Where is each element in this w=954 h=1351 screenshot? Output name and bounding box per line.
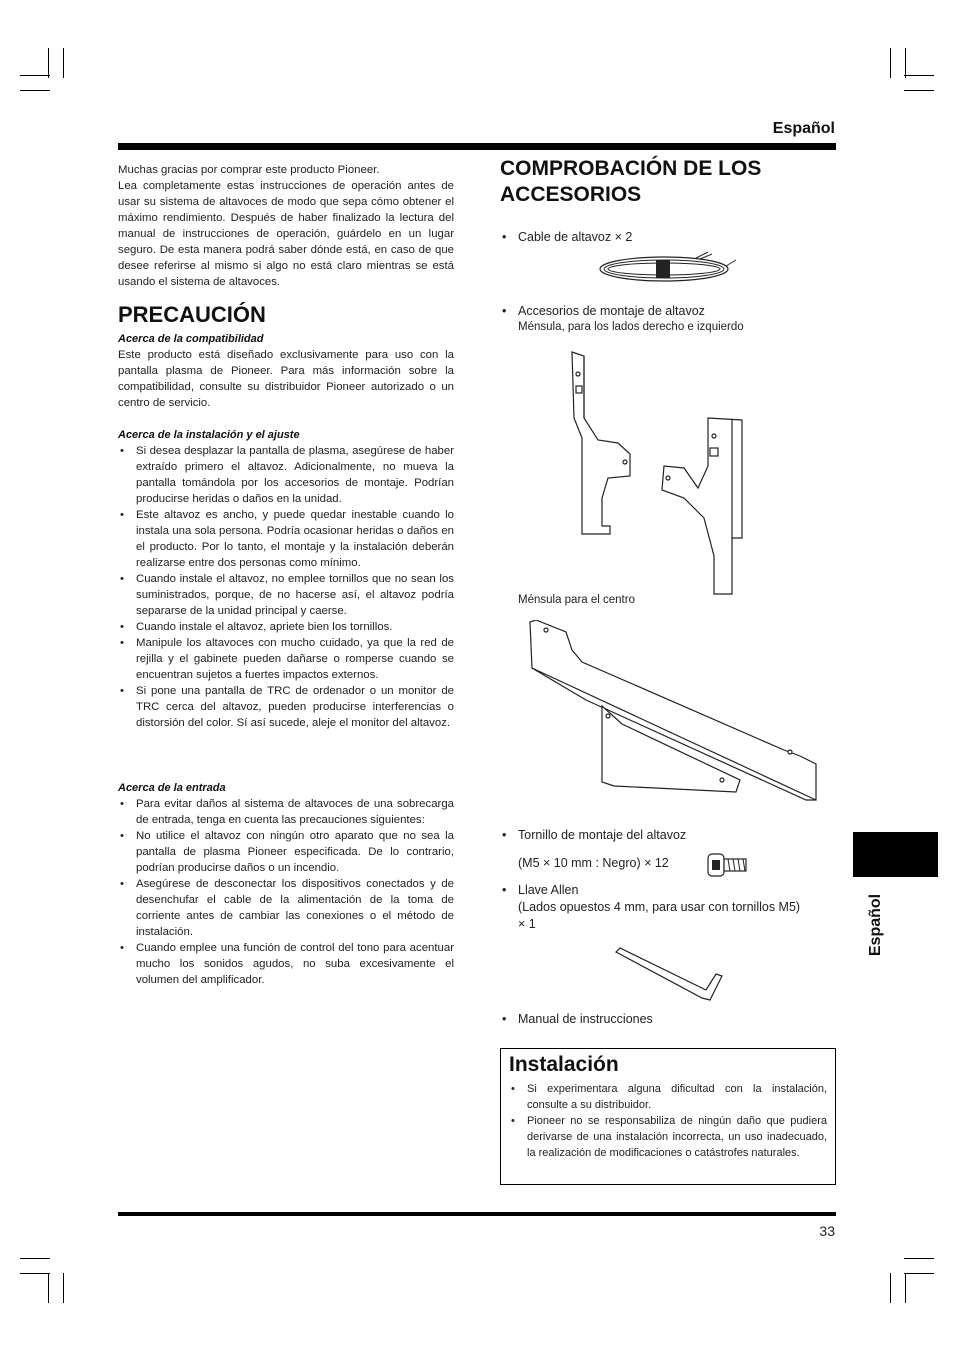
mensula-lados-caption: Ménsula, para los lados derecho e izquierdo bbox=[518, 321, 744, 333]
crop-mark bbox=[890, 1273, 891, 1303]
crop-mark bbox=[904, 90, 934, 91]
crop-mark bbox=[890, 48, 891, 78]
instalacion-heading: Acerca de la instalación y el ajuste bbox=[118, 429, 300, 441]
intro-line: Muchas gracias por comprar este producto Pioneer. bbox=[118, 164, 380, 176]
bottom-rule bbox=[118, 1212, 836, 1216]
intro-text bbox=[118, 162, 454, 290]
side-tab bbox=[853, 832, 938, 877]
accessory-llave-label: Llave Allen bbox=[518, 883, 579, 897]
crop-mark bbox=[20, 1258, 50, 1259]
llave-spec-1: (Lados opuestos 4 mm, para usar con tornillos M5) bbox=[518, 900, 801, 914]
tornillo-spec: (M5 × 10 mm : Negro) × 12 bbox=[518, 856, 669, 870]
compat-section bbox=[118, 331, 454, 411]
center-bracket-illustration bbox=[526, 620, 826, 806]
list-item: • Este altavoz es ancho, y puede quedar inestable cuando lo instala una sola persona. Podría ocasionar heridas o daños en el producto. Por lo tanto, el montaje y la instalación deberán realizarse entre dos personas como mínimo. bbox=[118, 507, 454, 571]
precaucion-title: PRECAUCIÓN bbox=[118, 302, 266, 327]
list-item: • Cuando instale el altavoz, no emplee tornillos que no sean los suministrados, porque, de no hacerse así, el altavoz podría separarse de la unidad principal y caerse. bbox=[118, 571, 454, 619]
crop-mark bbox=[48, 48, 49, 78]
list-item: • Para evitar daños al sistema de altavoces de una sobrecarga de entrada, tenga en cuenta las precauciones siguientes: bbox=[118, 796, 454, 828]
accessory-tornillo-label: Tornillo de montaje del altavoz bbox=[518, 828, 687, 842]
crop-mark bbox=[48, 1273, 49, 1303]
compat-text: Este producto está diseñado exclusivamente para uso con la pantalla plasma de Pioneer. Para más información sobre la compatibilidad, consulte su distribuidor Pioneer autorizado o un centro de servicio. bbox=[118, 349, 454, 409]
list-item: • Si pone una pantalla de TRC de ordenador o un monitor de TRC cerca del altavoz, pueden producirse interferencias o distorsión del color. Sí así sucede, aleje el monitor del altavoz. bbox=[118, 683, 454, 731]
side-language-label: Español bbox=[867, 893, 884, 957]
crop-mark bbox=[63, 1273, 64, 1303]
intro-line: Lea completamente estas instrucciones de operación antes de usar su sistema de altavoces de modo que sepa cómo obtener el máximo rendimiento. Después de haber finalizado la lectura del manual de instrucciones de operación, guárdelo en un lugar seguro. De esta manera podrá saber dónde está, en caso de que desee referirse al mismo si algo no está claro mientras se está usando el sistema de altavoces. bbox=[118, 180, 454, 288]
list-item: • Manipule los altavoces con mucho cuidado, ya que la red de rejilla y el gabinete pueden dañarse o romperse cuando se encuentran sujetos a fuertes impactos externos. bbox=[118, 635, 454, 683]
list-item: • Cuando emplee una función de control del tono para acentuar mucho los sonidos agudos, no suba excesivamente el volumen del amplificador. bbox=[118, 940, 454, 988]
list-item: • Si desea desplazar la pantalla de plasma, asegúrese de haber extraído primero el altavoz. Adicionalmente, no mueva la pantalla tomándola por los accesorios de montaje. Podrían producirse heridas o daños en la unidad. bbox=[118, 443, 454, 507]
speaker-cable-illustration bbox=[596, 250, 740, 288]
list-item: • Asegúrese de desconectar los dispositivos conectados y de desenchufar el cable de la alimentación de la toma de corriente antes de cambiar las conexiones o el método de instalación. bbox=[118, 876, 454, 940]
entrada-heading: Acerca de la entrada bbox=[118, 782, 226, 794]
llave-spec-2: × 1 bbox=[518, 917, 536, 931]
instalacion-title: Instalación bbox=[509, 1053, 619, 1076]
side-brackets-illustration bbox=[568, 348, 748, 598]
crop-mark bbox=[20, 1273, 50, 1274]
list-item: • Pioneer no se responsabiliza de ningún daño que pudiera derivarse de una instalación incorrecta, un uso inadecuado, la realización de modificaciones o catástrofes naturales. bbox=[509, 1113, 827, 1161]
list-item: • No utilice el altavoz con ningún otro aparato que no sea la pantalla de plasma Pioneer especificada. De lo contrario, podrían producirse daños o un incendio. bbox=[118, 828, 454, 876]
allen-key-illustration bbox=[612, 946, 726, 1002]
screw-illustration bbox=[706, 852, 750, 878]
crop-mark bbox=[63, 48, 64, 78]
list-item: • Si experimentara alguna dificultad con la instalación, consulte a su distribuidor. bbox=[509, 1081, 827, 1113]
mensula-centro-caption: Ménsula para el centro bbox=[518, 594, 635, 606]
top-rule bbox=[118, 143, 836, 150]
accessory-manual-label: Manual de instrucciones bbox=[518, 1012, 653, 1026]
compat-heading: Acerca de la compatibilidad bbox=[118, 333, 264, 345]
language-header: Español bbox=[772, 120, 835, 137]
entrada-section bbox=[118, 780, 454, 988]
crop-mark bbox=[20, 90, 50, 91]
instalacion-box bbox=[500, 1048, 836, 1185]
crop-mark bbox=[904, 1273, 934, 1274]
crop-mark bbox=[905, 48, 906, 78]
accessory-montaje-label: Accesorios de montaje de altavoz bbox=[518, 304, 705, 318]
accessory-cable-label: Cable de altavoz × 2 bbox=[518, 230, 633, 244]
crop-mark bbox=[904, 1258, 934, 1259]
crop-mark bbox=[905, 1273, 906, 1303]
accesorios-title: COMPROBACIÓN DE LOS ACCESORIOS bbox=[500, 157, 762, 206]
list-item: • Cuando instale el altavoz, apriete bien los tornillos. bbox=[118, 619, 454, 635]
crop-mark bbox=[904, 75, 934, 76]
instalacion-section bbox=[118, 427, 454, 731]
page-number: 33 bbox=[819, 1223, 835, 1239]
crop-mark bbox=[20, 75, 50, 76]
